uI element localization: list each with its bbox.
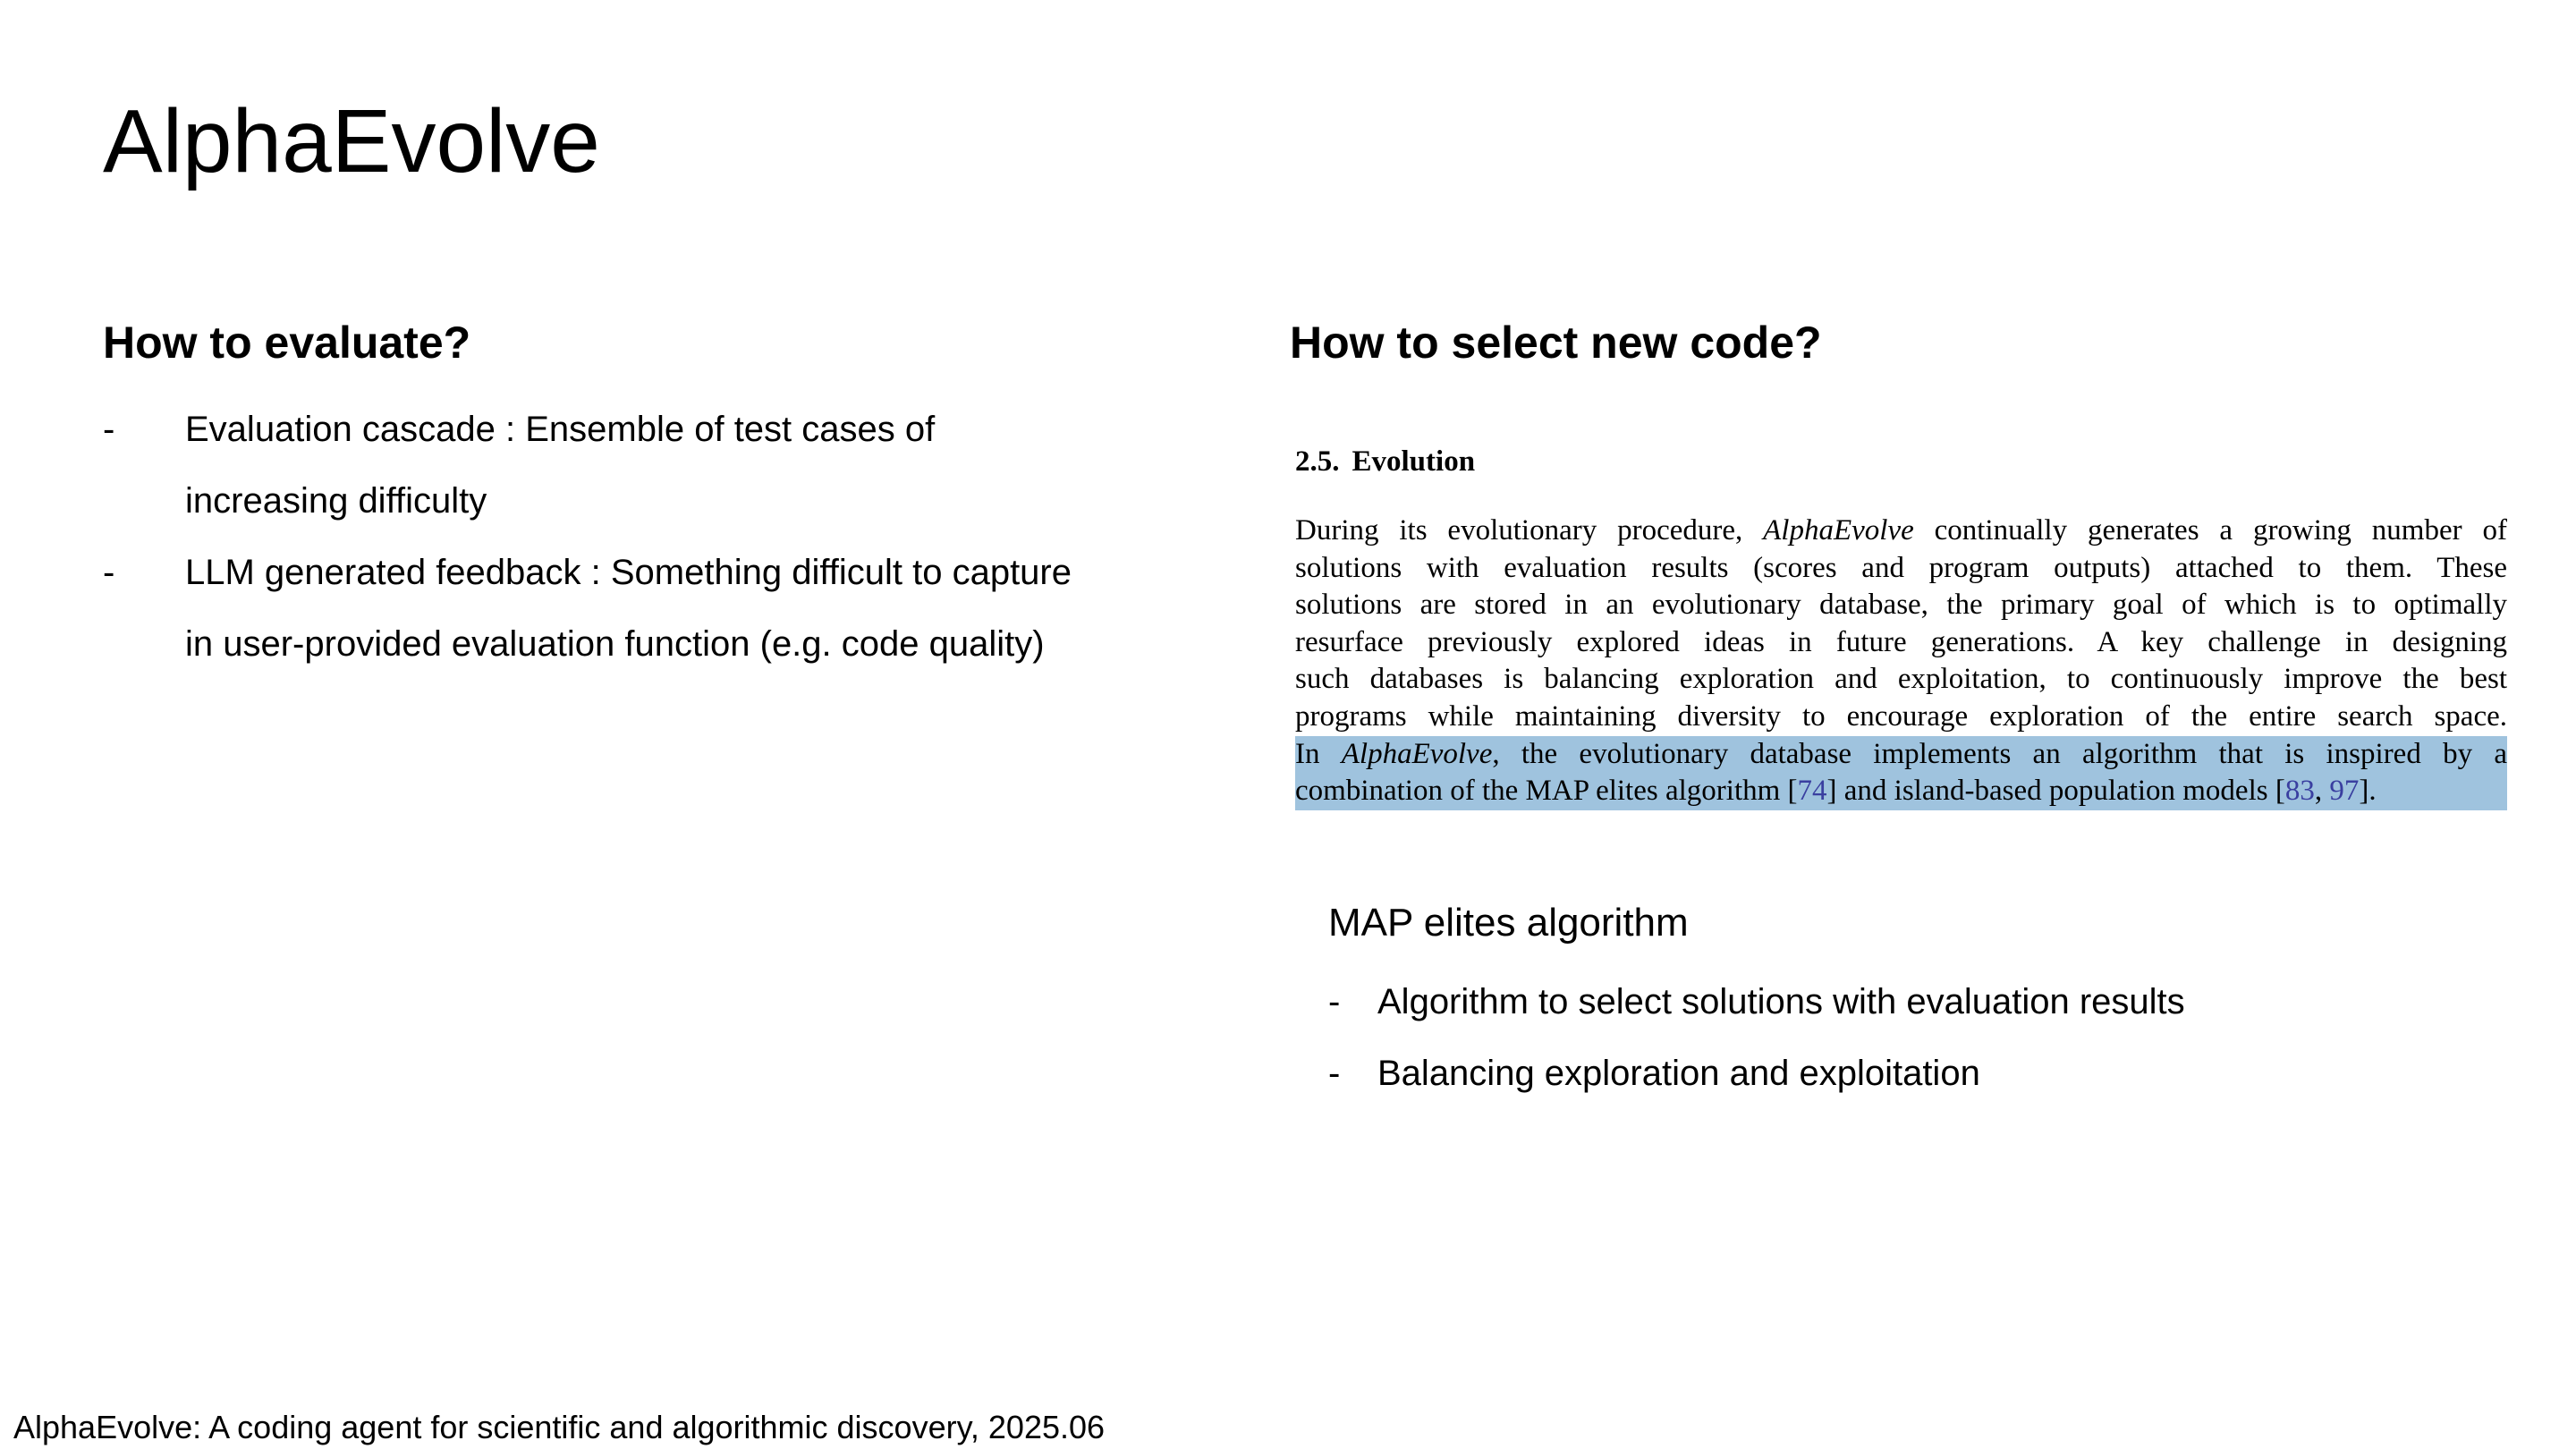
paper-text: , the evolutionary database implements an algorithm that is inspired by a [1492,737,2507,770]
paper-text: programs while maintaining diversity to encourage exploration of the entire search space. [1295,699,2507,733]
paper-section-number: 2.5. [1295,445,1340,478]
map-elites-bullet-list [1328,966,2185,1109]
citation-link[interactable]: 97 [2329,775,2360,808]
map-elites-heading: MAP elites algorithm [1328,901,1689,945]
select-code-heading: How to select new code? [1290,318,1822,368]
bullet-dash: - [1328,1054,1341,1093]
map-elites-bullet-text: Algorithm to select solutions with evaluation results [1377,982,2185,1021]
paper-line [1295,587,2507,624]
italic-text: AlphaEvolve [1763,514,1914,547]
paper-text: ]. [2359,775,2377,808]
map-elites-bullet-text: Balancing exploration and exploitation [1377,1054,1980,1093]
paper-section-heading [1295,447,2507,477]
slide-title: AlphaEvolve [103,91,600,191]
paper-text: solutions are stored in an evolutionary database, the primary goal of which is to optimally [1295,589,2507,622]
text-highlight [1295,736,2507,774]
evaluate-bullet-list [103,394,1087,680]
paper-line [1295,624,2507,662]
paper-text: solutions with evaluation results (scores and program outputs) attached to them. These [1295,551,2507,584]
paper-line [1295,699,2507,736]
evaluate-heading: How to evaluate? [103,318,471,368]
paper-line [1295,773,2507,810]
paper-text: ] and island-based population models [ [1826,775,2285,808]
map-elites-bullet-item [1328,966,2185,1038]
footer-citation: AlphaEvolve: A coding agent for scientific and algorithmic discovery, 2025.06 [13,1409,1106,1445]
paper-line [1295,550,2507,588]
paper-section-title: Evolution [1352,445,1476,478]
text-highlight [1295,773,2507,810]
bullet-dash: - [1328,982,1341,1021]
paper-text: continually generates a growing number of [1913,514,2507,547]
paper-line [1295,661,2507,699]
paper-text: resurface previously explored ideas in future generations. A key challenge in designing [1295,625,2507,658]
citation-link[interactable]: 74 [1797,775,1827,808]
bullet-dash: - [103,553,115,592]
paper-excerpt [1295,447,2507,810]
paper-text: combination of the MAP elites algorithm [ [1295,775,1798,808]
evaluate-bullet-item [103,394,1087,537]
paper-text: such databases is balancing exploration and exploitation, to continuously improve the best [1295,663,2507,696]
paper-text: During its evolutionary procedure, [1295,514,1764,547]
paper-line [1295,736,2507,774]
evaluate-bullet-text: LLM generated feedback : Something difficult to capture in user-provided evaluation function (e.g. code quality) [185,553,1072,664]
paper-paragraph [1295,513,2507,810]
bullet-dash: - [103,410,115,449]
paper-text: , [2314,775,2330,808]
evaluate-bullet-item [103,537,1087,680]
paper-line [1295,513,2507,550]
paper-text: In [1295,737,1342,770]
map-elites-bullet-item [1328,1038,2185,1109]
italic-text: AlphaEvolve [1341,737,1493,770]
citation-link[interactable]: 83 [2284,775,2315,808]
evaluate-bullet-text: Evaluation cascade : Ensemble of test cases of increasing difficulty [185,410,936,521]
